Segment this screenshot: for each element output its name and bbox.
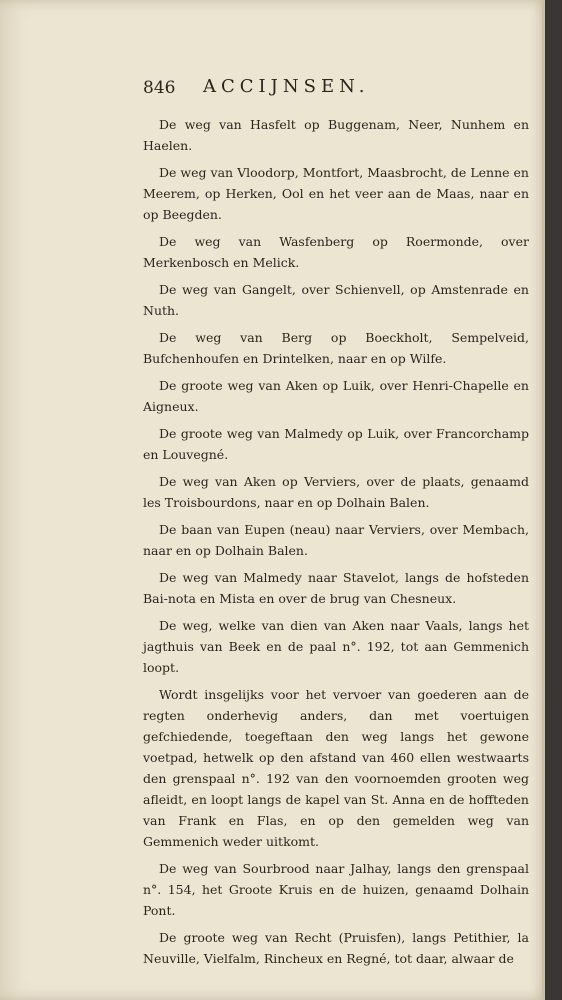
paragraph: De weg van Gangelt, over Schienvell, op Amstenrade en Nuth. — [143, 282, 529, 318]
paragraph: De baan van Eupen (neau) naar Verviers, over Membach, naar en op Dolhain Balen. — [143, 522, 529, 558]
paragraph: De weg van Berg op Boeckholt, Sempelveid, Bufchenhoufen en Drintelken, naar en op Wilfe. — [143, 330, 529, 366]
paragraph: De weg, welke van dien van Aken naar Vaals, langs het jagthuis van Beek en de paal n°. 192, tot aan Gemmenich loopt. — [143, 618, 529, 675]
running-title: ACCIJNSEN. — [203, 76, 370, 97]
page-number: 846 — [143, 78, 176, 98]
paragraph: De groote weg van Malmedy op Luik, over Francorchamp en Louvegné. — [143, 426, 529, 462]
paragraph: De weg van Hasfelt op Buggenam, Neer, Nunhem en Haelen. — [143, 117, 529, 153]
paragraph: De groote weg van Recht (Pruisfen), langs Petithier, la Neuville, Vielfalm, Rincheux en Regné, tot daar, alwaar de — [143, 930, 529, 966]
paragraph: De weg van Vloodorp, Montfort, Maasbrocht, de Lenne en Meerem, op Herken, Ool en het veer aan de Maas, naar en op Beegden. — [143, 165, 529, 222]
paragraph: De weg van Aken op Verviers, over de plaats, genaamd les Troisbourdons, naar en op Dolhain Balen. — [143, 474, 529, 510]
paragraph: De weg van Malmedy naar Stavelot, langs de hofsteden Bai-nota en Mista en over de brug van Chesneux. — [143, 570, 529, 606]
paragraph: De weg van Sourbrood naar Jalhay, langs den grenspaal n°. 154, het Groote Kruis en de huizen, genaamd Dolhain Pont. — [143, 861, 529, 918]
paragraph: De groote weg van Aken op Luik, over Henri-Chapelle en Aigneux. — [143, 378, 529, 414]
paragraph: De weg van Wasfenberg op Roermonde, over Merkenbosch en Melick. — [143, 234, 529, 270]
page-header — [143, 76, 533, 106]
body-text — [143, 114, 529, 975]
paragraph: Wordt insgelijks voor het vervoer van goederen aan de regten onderhevig anders, dan met voertuigen gefchiedende, toegeftaan den weg langs het gewone voetpad, hetwelk op den afstand van 460 ellen westwaarts den grenspaal n°. 192 van den voornoemden grooten weg afleidt, en loopt langs de kapel van St. Anna en de hoffteden van Frank en Flas, en op den gemelden weg van Gemmenich weder uitkomt. — [143, 687, 529, 849]
